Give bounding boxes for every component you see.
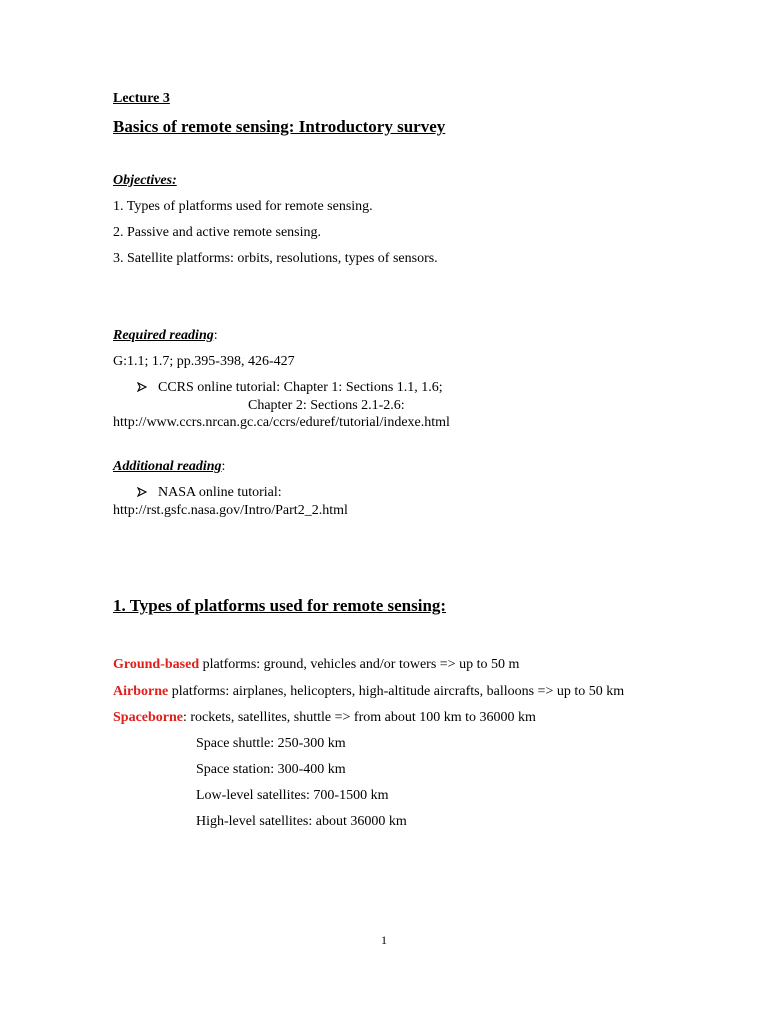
platform-term-spaceborne: Spaceborne <box>113 710 183 725</box>
lecture-label: Lecture 3 <box>113 91 170 106</box>
platform-line-spaceborne <box>113 711 536 725</box>
spaceborne-sub-item: Low-level satellites: 700-1500 km <box>196 788 389 803</box>
required-reading-pages: G:1.1; 1.7; pp.395-398, 426-427 <box>113 354 295 369</box>
nasa-tutorial-url[interactable]: http://rst.gsfc.nasa.gov/Intro/Part2_2.html <box>113 503 348 518</box>
platform-line-ground <box>113 658 519 672</box>
additional-reading-heading-line <box>113 460 225 474</box>
page-title: Basics of remote sensing: Introductory survey <box>113 117 446 136</box>
platform-desc-ground-based: platforms: ground, vehicles and/or towers => up to 50 m <box>199 657 520 672</box>
objective-item-1: 1. Types of platforms used for remote sensing. <box>113 199 373 214</box>
objectives-heading: Objectives: <box>113 173 177 188</box>
ccrs-tutorial-line: CCRS online tutorial: Chapter 1: Sections 1.1, 1.6; <box>158 380 443 395</box>
arrow-bullet-icon <box>137 487 147 497</box>
spaceborne-sub-item: High-level satellites: about 36000 km <box>196 814 407 829</box>
required-reading-colon: : <box>213 328 218 343</box>
additional-reading-colon: : <box>221 459 226 474</box>
platform-line-airborne <box>113 685 624 699</box>
platform-term-airborne: Airborne <box>113 684 169 699</box>
ccrs-tutorial-chapter2: Chapter 2: Sections 2.1-2.6: <box>248 398 405 413</box>
platform-desc-airborne: platforms: airplanes, helicopters, high-altitude aircrafts, balloons => up to 50 km <box>168 684 625 699</box>
spaceborne-sub-item: Space shuttle: 250-300 km <box>196 736 346 751</box>
ccrs-tutorial-url[interactable]: http://www.ccrs.nrcan.gc.ca/ccrs/eduref/tutorial/indexe.html <box>113 415 450 430</box>
page-number: 1 <box>381 933 387 947</box>
platform-term-ground-based: Ground-based <box>113 657 200 672</box>
required-reading-heading: Required reading <box>113 328 214 343</box>
required-reading-heading-line <box>113 329 218 343</box>
nasa-tutorial-line: NASA online tutorial: <box>158 485 282 500</box>
section1-heading: 1. Types of platforms used for remote sensing: <box>113 596 447 615</box>
objective-item-2: 2. Passive and active remote sensing. <box>113 225 322 240</box>
platform-desc-spaceborne: : rockets, satellites, shuttle => from about 100 km to 36000 km <box>183 710 536 725</box>
objective-item-3: 3. Satellite platforms: orbits, resolutions, types of sensors. <box>113 251 438 266</box>
spaceborne-sub-item: Space station: 300-400 km <box>196 762 346 777</box>
arrow-bullet-icon <box>137 382 147 392</box>
additional-reading-heading: Additional reading <box>113 459 222 474</box>
